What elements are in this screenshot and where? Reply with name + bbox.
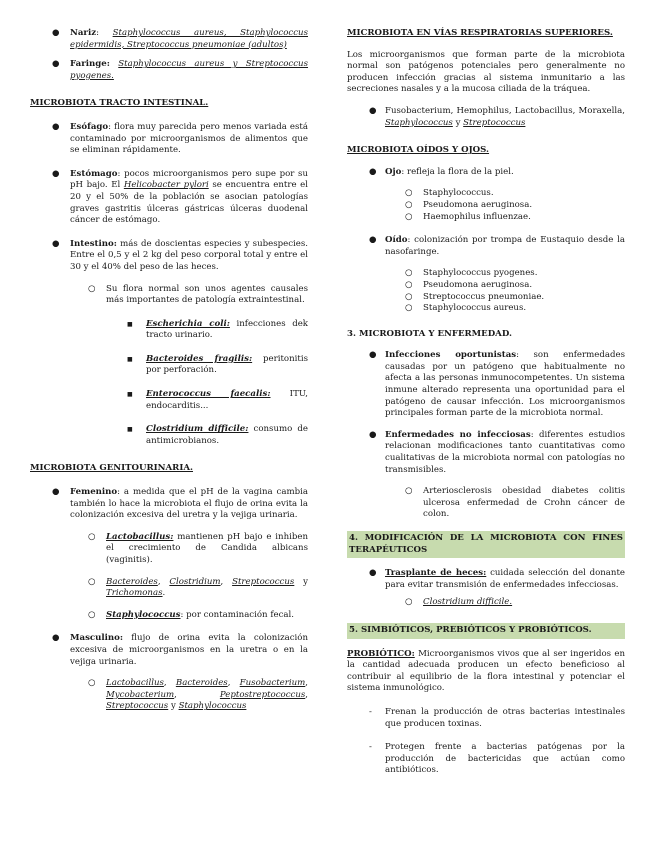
square-marker: ■ bbox=[127, 320, 133, 328]
list-item-oido-sub bbox=[347, 303, 625, 315]
item-text: cuidada selección del donante para evitar transmisión de enfermedades infecciosas. bbox=[385, 568, 625, 590]
period: . bbox=[162, 588, 166, 599]
bullet-marker: ● bbox=[369, 568, 377, 579]
circle-marker: ○ bbox=[405, 279, 413, 290]
list-item-intestino bbox=[30, 239, 308, 274]
bullet-marker: ● bbox=[52, 168, 60, 179]
organism-name: Streptococcus bbox=[106, 701, 169, 712]
dash-item bbox=[347, 742, 625, 777]
item-label: Ojo bbox=[385, 166, 402, 177]
circle-marker: ○ bbox=[405, 597, 413, 608]
organism-name: Streptococcus bbox=[232, 576, 295, 587]
list-item-no-inf-sub bbox=[347, 486, 625, 521]
circle-marker: ○ bbox=[88, 576, 96, 587]
item-text: Microorganismos vivos que al ser ingeridos en la cantidad adecuada producen un efecto beneficioso al contribuir al equilibrio de la flora intestinal y potenciar el sistema inmunológico. bbox=[347, 648, 625, 694]
list-item-oido-sub bbox=[347, 292, 625, 304]
pathogen-name: Bacteroides fragilis: bbox=[146, 353, 253, 364]
pathogen-name: Enterococcus faecalis: bbox=[146, 389, 271, 400]
list-item-staphylococcus bbox=[30, 610, 308, 622]
item-label: Estómago bbox=[70, 168, 118, 179]
item-text: : refleja la flora de la piel. bbox=[401, 166, 514, 177]
list-item-ojo-sub bbox=[347, 212, 625, 224]
list-item-oido bbox=[347, 235, 625, 258]
item-label: Enfermedades no infecciosas bbox=[385, 429, 531, 440]
organism-name: Staphylococcus bbox=[385, 117, 453, 128]
item-text: Pseudomona aeruginosa. bbox=[423, 199, 533, 210]
pathogen-item bbox=[30, 354, 308, 377]
organism-name: Fusobacterium bbox=[239, 678, 306, 689]
separator: , bbox=[220, 576, 233, 587]
list-item-femenino bbox=[30, 487, 308, 522]
paragraph-probiotico bbox=[347, 649, 625, 695]
item-text: Fusobacterium, Hemophilus, Lactobacillus, Moraxella, bbox=[385, 105, 625, 116]
item-text: Haemophilus influenzae. bbox=[423, 211, 531, 222]
bullet-marker: ● bbox=[369, 105, 377, 116]
item-text: : diferentes estudios relacionan modificaciones tanto cuantitativas como cualitativas de la microbiota normal con patologías no transmisibles. bbox=[385, 429, 626, 475]
bullet-marker: ● bbox=[369, 166, 377, 177]
item-text: Staphylococcus aureus y Streptococcus pyogenes. bbox=[70, 59, 309, 81]
item-text: Pseudomona aeruginosa. bbox=[423, 279, 533, 290]
item-text: : flora muy parecida pero menos variada está contaminado por microorganismos de alimentos que se eliminan rápidamente. bbox=[70, 121, 308, 156]
list-item-esofago bbox=[30, 122, 308, 157]
section-heading-intestinal: MICROBIOTA TRACTO INTESTINAL. bbox=[30, 98, 209, 109]
bullet-marker: ● bbox=[369, 235, 377, 246]
item-text: Staphylococcus. bbox=[423, 188, 494, 199]
pathogen-item bbox=[30, 319, 308, 342]
list-item-trasplante bbox=[347, 568, 625, 591]
list-item-no-infecciosas bbox=[347, 430, 625, 476]
section-heading-modificacion: 4. MODIFICACIÓN DE LA MICROBIOTA CON FINES TERAPÉUTICOS bbox=[347, 531, 625, 558]
pathogen-desc: ITU, endocarditis... bbox=[146, 389, 308, 411]
separator: y bbox=[294, 576, 308, 587]
item-label: Infecciones oportunistas bbox=[385, 350, 517, 361]
organism-name: Lactobacillus: bbox=[106, 531, 174, 542]
organism-name: Lactobacillus bbox=[106, 678, 164, 689]
circle-marker: ○ bbox=[88, 609, 96, 620]
organism-name: Staphylococcus bbox=[106, 609, 181, 620]
bullet-marker: ● bbox=[52, 121, 60, 132]
item-label: Trasplante de heces: bbox=[385, 568, 487, 579]
item-label: Nariz bbox=[70, 28, 97, 38]
square-marker: ■ bbox=[127, 355, 133, 363]
organism-name: Trichomonas bbox=[106, 588, 163, 599]
dash-item bbox=[347, 707, 625, 730]
pathogen-name: Escherichia coli: bbox=[146, 318, 230, 329]
circle-marker: ○ bbox=[405, 199, 413, 210]
list-item-fem-organisms bbox=[30, 577, 308, 600]
item-text: : son enfermedades causadas por un patógeno que habitualmente no afecta a las personas inmunocompetentes. Un sistema inmune alterado representa una oportunidad para el patógeno de causar infección. Los microorganismos principales forman parte de la microbiota normal. bbox=[385, 350, 625, 419]
separator: y bbox=[452, 117, 464, 128]
circle-marker: ○ bbox=[405, 268, 413, 279]
section-heading-respiratorias: MICROBIOTA EN VÍAS RESPIRATORIAS SUPERIORES. bbox=[347, 28, 613, 38]
item-text: Protegen frente a bacterias patógenas por la producción de bactericidas que actúan como antibióticos. bbox=[385, 742, 625, 776]
item-text: flujo de orina evita la colonización excesiva de microorganismos en la uretra o en la vejiga urinaria. bbox=[70, 633, 308, 667]
item-text: Staphylococcus pyogenes. bbox=[423, 268, 538, 279]
pathogen-name: Clostridium difficile: bbox=[146, 424, 249, 435]
list-item-ojo bbox=[347, 167, 625, 179]
list-item-lactobacillus bbox=[30, 532, 308, 567]
section-heading-simbioticos: 5. SIMBIÓTICOS, PREBIÓTICOS Y PROBIÓTICOS. bbox=[347, 623, 625, 639]
list-item-flora-normal bbox=[30, 284, 308, 307]
separator: , bbox=[157, 576, 170, 587]
list-item-trasplante-sub bbox=[347, 597, 625, 609]
item-label: Femenino bbox=[70, 487, 118, 498]
bullet-marker: ● bbox=[369, 350, 377, 361]
circle-marker: ○ bbox=[88, 531, 96, 542]
pathogen-desc: infecciones dek tracto urinario. bbox=[146, 318, 308, 341]
left-column bbox=[30, 28, 308, 713]
item-text: Staphylococcus aureus. bbox=[423, 303, 527, 314]
item-text: Arteriosclerosis obesidad diabetes colitis ulcerosa enfermedad de Crohn cáncer de colon. bbox=[423, 486, 625, 520]
item-label: Faringe: bbox=[70, 59, 110, 70]
list-item-masc-organisms: ○ Lactobacillus, Bacteroides, Fusobacterium, Mycobacterium, Peptostreptococcus, Streptococcus y Staphylococcus bbox=[88, 678, 309, 712]
pathogen-desc: peritonitis por perforación. bbox=[146, 353, 308, 376]
pathogen-list bbox=[30, 319, 308, 448]
organism-name: Staphylococcus bbox=[178, 701, 247, 712]
item-text: : colonización por trompa de Eustaquio desde la nasofaringe. bbox=[385, 235, 625, 257]
list-item-oido-sub bbox=[347, 268, 625, 280]
item-text: : pocos microorganismos pero supe por su pH bajo. El bbox=[70, 168, 308, 191]
item-text: : a medida que el pH de la vagina cambia también lo hace la microbiota el flujo de orina evita la colonización excesiva del uretra y la vejiga urinaria. bbox=[70, 487, 308, 521]
bullet-marker: ● bbox=[52, 487, 60, 498]
list-item-ojo-sub bbox=[347, 188, 625, 200]
list-item-nariz: ● Nariz: Staphylococcus aureus, Staphylococcus epidermidis, Streptococcus pneumoniae (adultos) bbox=[52, 28, 308, 50]
bullet-marker: ● bbox=[52, 59, 60, 70]
organism-name: Mycobacterium bbox=[106, 689, 175, 700]
paragraph-respiratorias: Los microorganismos que forman parte de la microbiota normal son patógenos potenciales pero generalmente no producen infección gracias al sistema inmunitario a las secreciones nasales y a la mucosa ciliada de la tráquea. bbox=[347, 49, 625, 95]
list-item-faringe bbox=[30, 59, 308, 82]
item-label: Oído bbox=[385, 235, 408, 246]
item-text: más de doscientas especies y subespecies. Entre el 0,5 y el 2 kg del peso corporal total y entre el 30 y el 40% del peso de las heces. bbox=[70, 238, 308, 272]
section-heading-enfermedad: 3. MICROBIOTA Y ENFERMEDAD. bbox=[347, 328, 512, 339]
dash-marker: - bbox=[369, 742, 372, 753]
section-heading-genitourinaria: MICROBIOTA GENITOURINARIA. bbox=[30, 463, 193, 474]
list-item-estomago bbox=[30, 169, 308, 227]
circle-marker: ○ bbox=[405, 188, 413, 199]
item-label: Masculino: bbox=[70, 633, 124, 644]
circle-marker: ○ bbox=[405, 211, 413, 222]
organism-name: Bacteroides bbox=[106, 576, 158, 587]
circle-marker: ○ bbox=[405, 291, 413, 302]
item-text: Streptococcus pneumoniae. bbox=[423, 291, 545, 302]
section-heading-oidos-ojos: MICROBIOTA OÍDOS Y OJOS. bbox=[347, 145, 490, 156]
organism-name: Bacteroides bbox=[175, 678, 228, 689]
circle-marker: ○ bbox=[405, 486, 413, 497]
item-label: Esófago bbox=[70, 121, 109, 132]
organism-name: Clostridium bbox=[169, 576, 221, 587]
circle-marker: ○ bbox=[88, 283, 96, 294]
organism-name: Streptococcus bbox=[463, 117, 526, 128]
bullet-marker: ● bbox=[52, 238, 60, 249]
organism-name: Peptostreptococcus bbox=[219, 689, 306, 700]
circle-marker: ○ bbox=[405, 303, 413, 314]
bullet-marker: ● bbox=[52, 28, 60, 38]
item-text: : por contaminación fecal. bbox=[180, 609, 294, 620]
pathogen-item bbox=[30, 389, 308, 412]
item-text: Frenan la producción de otras bacterias intestinales que producen toxinas. bbox=[385, 706, 625, 729]
bullet-marker: ● bbox=[52, 633, 60, 644]
pathogen-item bbox=[30, 424, 308, 447]
dash-marker: - bbox=[369, 706, 372, 717]
item-label: PROBIÓTICO: bbox=[347, 648, 415, 659]
item-text: mantienen pH bajo e inhiben el crecimiento de Candida albicans (vaginitis). bbox=[106, 531, 308, 565]
item-text: Staphylococcus aureus, Staphylococcus epidermidis, Streptococcus pneumoniae (adultos) bbox=[70, 28, 308, 50]
square-marker: ■ bbox=[127, 426, 133, 434]
item-label: Intestino: bbox=[70, 238, 117, 249]
item-text: se encuentra entre el 20 y el 50% de la población se asocian patologías graves gastritis úlceras gástricas úlceras duodenal cáncer de estómago. bbox=[70, 180, 308, 226]
right-column bbox=[347, 28, 625, 777]
list-item-masculino bbox=[30, 633, 308, 668]
list-item-oportunistas bbox=[347, 350, 625, 420]
list-item-ojo-sub bbox=[347, 200, 625, 212]
organism-name: Clostridium difficile. bbox=[423, 597, 513, 608]
item-text: Su flora normal son unos agentes causales más importantes de patología extraintestinal. bbox=[106, 283, 308, 306]
bullet-marker: ● bbox=[369, 429, 377, 440]
circle-marker: ○ bbox=[88, 678, 96, 689]
square-marker: ■ bbox=[127, 391, 133, 399]
organism-name: Helicobacter pylori bbox=[123, 180, 209, 191]
pathogen-desc: consumo de antimicrobianos. bbox=[146, 424, 309, 446]
list-item-oido-sub bbox=[347, 280, 625, 292]
list-item-resp-organisms bbox=[347, 106, 625, 129]
